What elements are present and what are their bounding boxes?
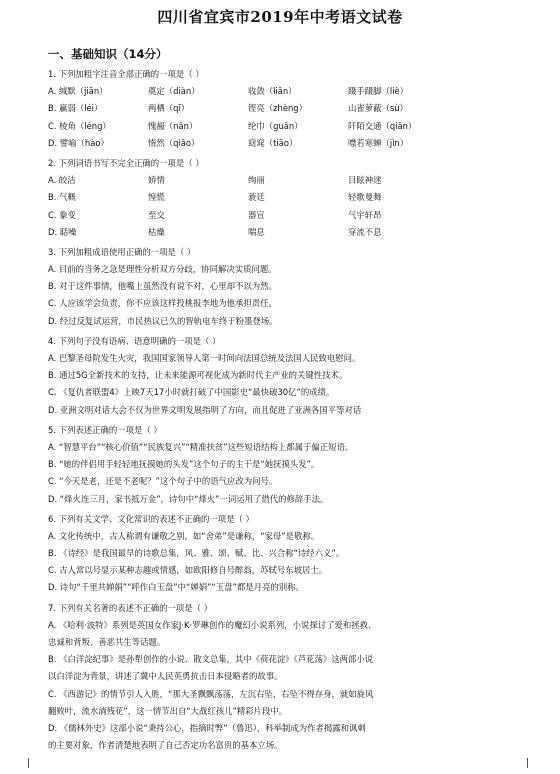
question-stem: 2. 下列词语书写不完全正确的一项是（ ） (48, 157, 204, 168)
option-cell: 器宣 (248, 209, 265, 220)
option-cell: A. 缄默（jiān） (48, 86, 108, 97)
option-cell: C. 豢变 (48, 209, 76, 220)
page-title: 四川省宜宾市2019年中考语文试卷 (157, 8, 403, 26)
option-c: C. 《复仇者联盟4》上映7天17小时就打破了中国影史“最快破30亿”的成绩。 (48, 387, 335, 398)
option-cell: 窈窕（tiāo） (248, 137, 298, 148)
question-2 (48, 155, 518, 241)
option-cell: 收敛（liǎn） (248, 86, 297, 97)
option-row (48, 100, 518, 117)
option-row (48, 172, 518, 189)
option-cell: 奠定（diàn） (148, 86, 200, 97)
option-row (48, 224, 518, 241)
option-cell: 两栖（qī） (148, 103, 190, 114)
option-cell: 枯燥 (148, 226, 165, 237)
question-7 (48, 600, 518, 755)
question-stem: 6. 下列有关文学、文化常识的表述不正确的一项是（ ） (48, 513, 254, 524)
option-cell: 山雀萝蔽（sù） (348, 103, 408, 114)
option-a: A. “智慧平台”“核心价值”“民族复兴”“精准扶贫”这些短语结构上都属于偏正短语。 (48, 441, 354, 452)
option-b: B. 对于这件事情，他嘴上虽然没有说不对，心里却不以为然。 (48, 281, 277, 292)
option-cell: D. 譬喻（hào） (48, 137, 109, 148)
page-corner-mark (28, 758, 39, 768)
option-d: D. 经过反复试运营，市民热议已久的智轨电车终于粉墨登场。 (48, 315, 278, 326)
option-c: C. 古人常以号显示某种志趣或情感，如欧阳修自号醉翁，苏轼号东坡居士。 (48, 565, 328, 576)
question-list (48, 66, 518, 754)
option-cell: 阡陌交通（qiān） (348, 120, 417, 131)
question-5 (48, 422, 518, 508)
option-d: D. 亚洲文明对话大会不仅为世界文明发展指明了方向，而且促进了亚洲各国平等对话 (48, 404, 362, 415)
option-line: C. 《西游记》的情节引人入胜，“那大圣飘飘荡荡，左沉右坠，右坠不得存身，就如旋风 (48, 688, 374, 699)
question-stem: 5. 下列表述正确的一项是（ ） (48, 424, 162, 435)
option-line: A. 《哈利·波特》系列是英国女作家J·K·罗琳创作的魔幻小说系列，小说探讨了爱和拯救、 (48, 619, 377, 630)
option-line: 以白洋淀为背景，讲述了冀中人民英勇抗击日本侵略者的故事。 (48, 671, 283, 682)
option-d: D. “烽火连三月，家书抵万金”，诗句中“烽火”一词运用了借代的修辞手法。 (48, 493, 329, 504)
question-1 (48, 66, 518, 152)
option-row (48, 118, 518, 135)
option-line: 忠诚和背叛、善恶共生等话题。 (48, 637, 166, 647)
option-line: B. 《白洋淀纪事》是孙犁创作的小说、散文总集，其中《荷花淀》《芦花荡》这两部小说 (48, 654, 374, 665)
option-c: C. 人应该学会负责，你不应该这样投桃报李地为他承担责任。 (48, 298, 277, 309)
option-row (48, 135, 518, 152)
option-d: D. 诗句“千里共婵娟”“呼作白玉盘”中“婵娟”“玉盘”都是月亮的别称。 (48, 582, 304, 593)
question-4 (48, 333, 518, 419)
option-cell: 娇情 (148, 175, 165, 186)
option-cell: 惶慌 (148, 192, 165, 203)
option-cell: 气宇轩昂 (348, 209, 382, 220)
option-cell: 穿流不息 (348, 226, 382, 237)
option-cell: 绚丽 (248, 175, 265, 186)
option-b: B. 通过5G全新技术的支持，让未来能源可视化成为新时代主产业的关键性技术。 (48, 370, 348, 381)
option-cell: 愧赧（nǎn） (148, 120, 198, 131)
question-stem: 7. 下列有关名著的表述不正确的一项是（ ） (48, 602, 213, 613)
question-6 (48, 511, 518, 597)
option-cell: C. 棱角（léng） (48, 120, 111, 131)
option-cell: 蹑手蹑脚（liè） (348, 86, 409, 97)
option-a: A. 文化传统中，古人称谓有谦敬之别，如“舍弟”是谦称，“家母”是敬称。 (48, 530, 320, 541)
option-row (48, 207, 518, 224)
option-cell: 至交 (148, 209, 165, 220)
option-row (48, 83, 518, 100)
question-stem: 3. 下列加粗成语使用正确的一项是（ ） (48, 246, 196, 257)
question-stem: 4. 下列句子没有语病、语意明确的一项是（ ） (48, 335, 221, 346)
option-cell: D. 聒噪 (48, 226, 77, 237)
option-line: 翻败叶，流水淌残花”，这一情节出自“大战红孩儿”精彩片段中。 (48, 705, 288, 716)
option-cell: 蓑廷 (248, 192, 265, 203)
option-cell: 噤若寒蝉（jìn） (348, 137, 409, 148)
option-c: C. “今天是老，还是不老呢？”这个句子中的语气应改为问号。 (48, 476, 278, 487)
option-row (48, 189, 518, 206)
question-3 (48, 244, 518, 330)
option-a: A. 巴黎圣母院发生火灾，我国国家领导人第一时间向法国总统及法国人民致电慰问。 (48, 353, 361, 363)
option-line: D. 《儒林外史》这部小说“秉持公心，指摘时弊”（鲁迅），科举制成为作者揭露和讽刺 (48, 722, 366, 733)
option-cell: B. 气概 (48, 192, 76, 203)
option-cell: 目眩神迷 (348, 175, 382, 186)
option-b: B. “她的伴侣用手轻轻地抚摸她的头发”这个句子的主干是“她抚摸头发”。 (48, 459, 320, 470)
option-cell: 铿亮（zhèng） (248, 103, 307, 114)
option-cell: A. 皎洁 (48, 175, 76, 186)
option-a: A. 目前的当务之急是理性分析双方分歧，协同解决实质问题。 (48, 264, 277, 275)
section-heading: 一、基础知识（14分） (48, 47, 168, 61)
option-b: B. 《诗经》是我国最早的诗歌总集，风、雅、颂、赋、比、兴合称“诗经六义”。 (48, 548, 345, 559)
option-cell: 轻歌曼舞 (348, 192, 382, 203)
question-stem: 1. 下列加粗字注音全部正确的一项是（ ） (48, 69, 204, 79)
page-corner-mark (517, 758, 528, 768)
option-cell: B. 赢弱（léi） (48, 103, 103, 114)
option-cell: 惰然（qiǎo） (148, 137, 200, 148)
option-line: 的主要对象，作者清楚地表明了自己否定功名富贵的基本立场。 (48, 740, 283, 751)
option-cell: 喘息 (248, 226, 265, 237)
option-cell: 纶巾（guān） (248, 120, 303, 131)
